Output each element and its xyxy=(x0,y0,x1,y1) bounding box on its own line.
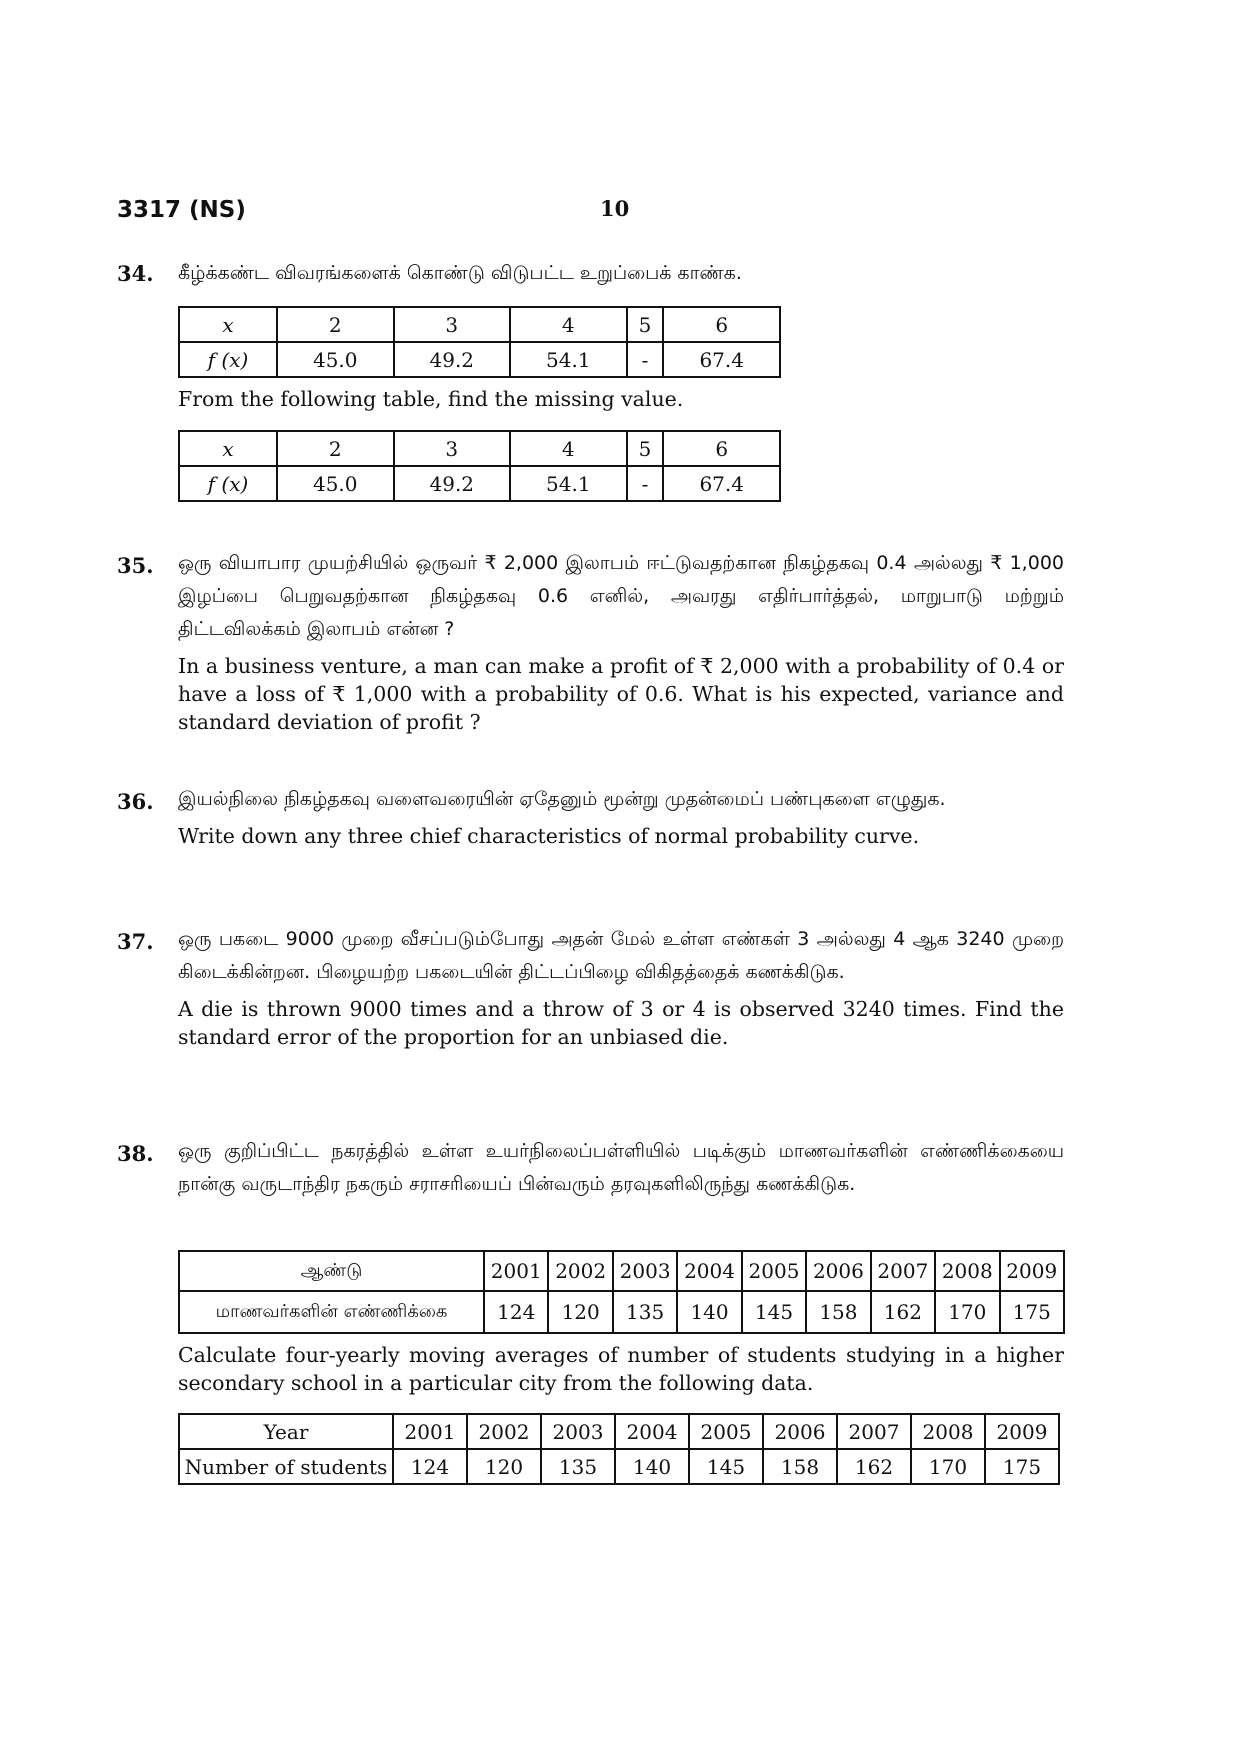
table-cell: 2005 xyxy=(689,1414,763,1449)
table-cell: 3 xyxy=(394,431,511,466)
table-row xyxy=(179,342,780,377)
table-cell: 2001 xyxy=(393,1414,467,1449)
table-cell: - xyxy=(627,342,664,377)
table-cell: 54.1 xyxy=(510,466,627,501)
table-cell: x xyxy=(179,307,277,342)
question-34-table-tamil xyxy=(178,306,781,378)
question-34-table-english xyxy=(178,430,781,502)
table-row xyxy=(179,1414,1059,1449)
table-cell: 158 xyxy=(806,1291,870,1333)
table-cell: 170 xyxy=(911,1449,985,1484)
table-cell: 120 xyxy=(548,1291,612,1333)
table-row xyxy=(179,431,780,466)
question-number-36: 36. xyxy=(117,789,154,814)
table-cell: 2 xyxy=(277,431,394,466)
table-cell: 158 xyxy=(763,1449,837,1484)
table-cell: 2005 xyxy=(742,1251,806,1291)
table-cell: 4 xyxy=(510,307,627,342)
table-cell: 2002 xyxy=(467,1414,541,1449)
table-cell: 170 xyxy=(935,1291,999,1333)
table-cell: 6 xyxy=(663,431,780,466)
table-cell: 175 xyxy=(1000,1291,1065,1333)
table-cell: 2001 xyxy=(484,1251,548,1291)
question-34-english: From the following table, find the missing value. xyxy=(178,387,684,411)
question-38-table-english xyxy=(178,1413,1060,1485)
table-cell: 2 xyxy=(277,307,394,342)
table-cell: 3 xyxy=(394,307,511,342)
table-cell: 49.2 xyxy=(394,466,511,501)
table-cell: x xyxy=(179,431,277,466)
table-cell: 2007 xyxy=(837,1414,911,1449)
question-37-english: A die is thrown 9000 times and a throw of 3 or 4 is observed 3240 times. Find the standard error of the proportion for an unbiased die. xyxy=(178,997,1064,1049)
question-number-38: 38. xyxy=(117,1141,154,1166)
table-cell: 135 xyxy=(613,1291,677,1333)
question-38-english: Calculate four-yearly moving averages of number of students studying in a higher secondary school in a particular city from the following data. xyxy=(178,1343,1064,1395)
table-cell: 6 xyxy=(663,307,780,342)
table-cell: 175 xyxy=(985,1449,1059,1484)
table-cell: 145 xyxy=(742,1291,806,1333)
question-36-english: Write down any three chief characteristics of normal probability curve. xyxy=(178,824,920,848)
table-cell: 140 xyxy=(615,1449,689,1484)
table-cell: 45.0 xyxy=(277,466,394,501)
table-cell: 2009 xyxy=(985,1414,1059,1449)
table-cell: 162 xyxy=(837,1449,911,1484)
table-cell: 145 xyxy=(689,1449,763,1484)
question-35-english: In a business venture, a man can make a profit of ₹ 2,000 with a probability of 0.4 or have a loss of ₹ 1,000 with a probability of 0.6. What is his expected, variance and standard deviation of profit ? xyxy=(178,654,1064,734)
table-row xyxy=(179,307,780,342)
table-cell: - xyxy=(627,466,664,501)
table-cell: 2004 xyxy=(615,1414,689,1449)
table-cell: 2002 xyxy=(548,1251,612,1291)
table-cell: 2007 xyxy=(871,1251,935,1291)
table-row xyxy=(179,1251,1064,1291)
question-number-34: 34. xyxy=(117,261,154,286)
table-cell: 2006 xyxy=(806,1251,870,1291)
table-cell: 162 xyxy=(871,1291,935,1333)
table-cell: f (x) xyxy=(179,466,277,501)
question-number-35: 35. xyxy=(117,553,154,578)
question-36-tamil: இயல்நிலை நிகழ்தகவு வளைவரையின் ஏதேனும் மூன்று முதன்மைப் பண்புகளை எழுதுக. xyxy=(178,788,946,810)
table-cell: 45.0 xyxy=(277,342,394,377)
table-cell: 2008 xyxy=(935,1251,999,1291)
question-number-37: 37. xyxy=(117,929,154,954)
question-36 xyxy=(178,783,1064,850)
question-34-tamil: கீழ்க்கண்ட விவரங்களைக் கொண்டு விடுபட்ட உறுப்பைக் காண்க. xyxy=(178,262,742,284)
question-35-tamil: ஒரு வியாபார முயற்சியில் ஒருவர் ₹ 2,000 இலாபம் ஈட்டுவதற்கான நிகழ்தகவு 0.4 அல்லது ₹ 1,000 இழப்பை பெறுவதற்கான நிகழ்தகவு 0.6 எனில், அவரது எதிர்பார்த்தல், மாறுபாடு மற்றும் திட்டவிலக்கம் இலாபம் என்ன ? xyxy=(178,552,1064,640)
table-row xyxy=(179,1449,1059,1484)
table-header-count: Number of students xyxy=(179,1449,393,1484)
table-cell: 2003 xyxy=(613,1251,677,1291)
table-cell: f (x) xyxy=(179,342,277,377)
question-38 xyxy=(178,1135,1064,1201)
table-cell: 5 xyxy=(627,307,664,342)
table-cell: 140 xyxy=(677,1291,741,1333)
table-cell: 54.1 xyxy=(510,342,627,377)
table-header-count: மாணவர்களின் எண்ணிக்கை xyxy=(179,1291,484,1333)
table-header-year: ஆண்டு xyxy=(179,1251,484,1291)
question-37-tamil: ஒரு பகடை 9000 முறை வீசப்படும்போது அதன் மேல் உள்ள எண்கள் 3 அல்லது 4 ஆக 3240 முறை கிடைக்கின்றன. பிழையற்ற பகடையின் திட்டப்பிழை விகிதத்தைக் கணக்கிடுக. xyxy=(178,928,1064,983)
question-38-table-tamil xyxy=(178,1250,1065,1334)
paper-code: 3317 (NS) xyxy=(117,197,246,223)
table-cell: 120 xyxy=(467,1449,541,1484)
table-cell: 124 xyxy=(484,1291,548,1333)
table-cell: 67.4 xyxy=(663,466,780,501)
question-35 xyxy=(178,547,1064,736)
table-cell: 4 xyxy=(510,431,627,466)
table-cell: 124 xyxy=(393,1449,467,1484)
question-34 xyxy=(178,257,1064,290)
table-row xyxy=(179,1291,1064,1333)
table-cell: 2006 xyxy=(763,1414,837,1449)
table-cell: 2009 xyxy=(1000,1251,1065,1291)
table-cell: 49.2 xyxy=(394,342,511,377)
question-38-tamil: ஒரு குறிப்பிட்ட நகரத்தில் உள்ள உயர்நிலைப்பள்ளியில் படிக்கும் மாணவர்களின் எண்ணிக்கையை நான்கு வருடாந்திர நகரும் சராசரியைப் பின்வரும் தரவுகளிலிருந்து கணக்கிடுக. xyxy=(178,1140,1064,1195)
table-cell: 135 xyxy=(541,1449,615,1484)
question-37 xyxy=(178,923,1064,1051)
page-number: 10 xyxy=(600,196,630,221)
table-cell: 67.4 xyxy=(663,342,780,377)
table-cell: 2004 xyxy=(677,1251,741,1291)
table-header-year: Year xyxy=(179,1414,393,1449)
table-cell: 2008 xyxy=(911,1414,985,1449)
table-cell: 2003 xyxy=(541,1414,615,1449)
table-cell: 5 xyxy=(627,431,664,466)
table-row xyxy=(179,466,780,501)
